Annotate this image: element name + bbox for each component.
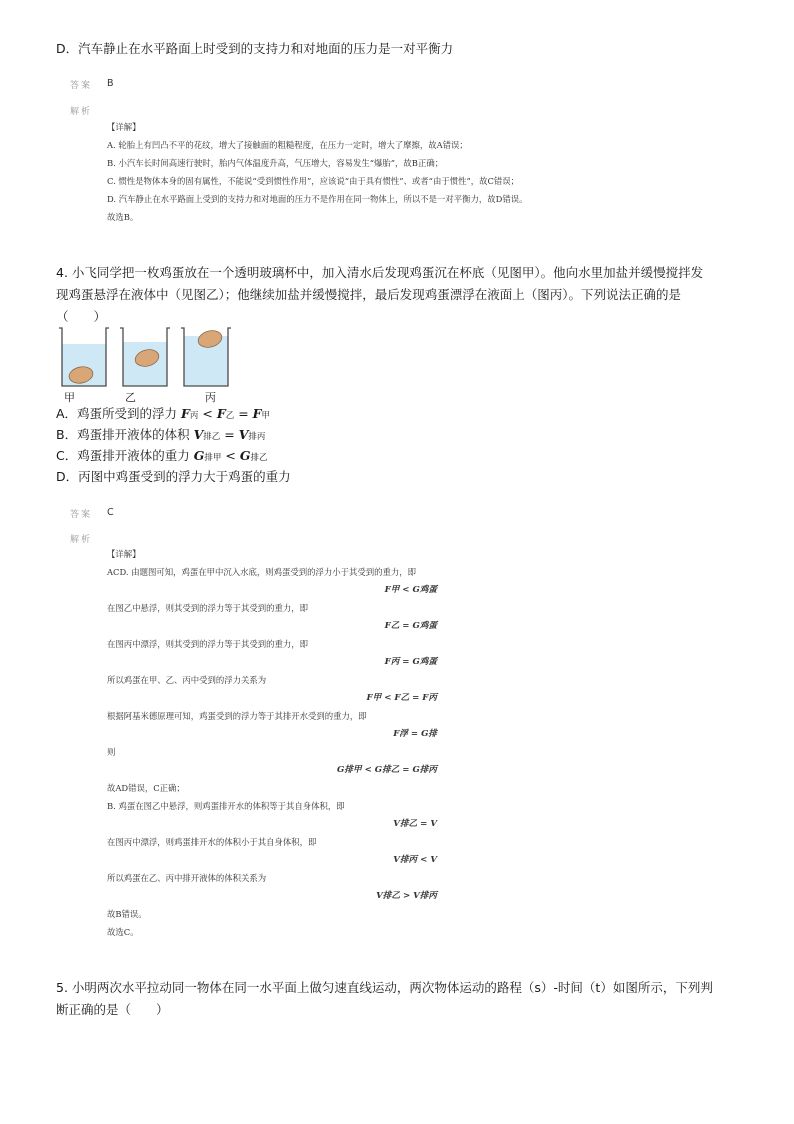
explanation-line: D. 汽车静止在水平路面上受到的支持力和对地面的压力不是作用在同一物体上，所以不是一对平衡力，故D错误。 bbox=[107, 194, 528, 204]
explanation-equation: F浮 = G排 bbox=[393, 729, 437, 739]
explanation-equation: G排甲 < G排乙 = G排丙 bbox=[337, 765, 437, 775]
explanation-line: 故选C。 bbox=[107, 927, 139, 937]
explanation-line: 所以鸡蛋在乙、丙中排开液体的体积关系为 bbox=[107, 873, 267, 883]
explanation-line: 根据阿基米德原理可知，鸡蛋受到的浮力等于其排开水受到的重力，即 bbox=[107, 711, 367, 721]
explanation-line: 在图丙中漂浮，则鸡蛋排开水的体积小于其自身体积，即 bbox=[107, 837, 317, 847]
explanation-equation: V排乙 = V bbox=[393, 819, 437, 829]
explanation-equation: F丙 = G鸡蛋 bbox=[384, 657, 437, 667]
explanation-line: 【详解】 bbox=[107, 549, 141, 559]
beaker-yi bbox=[120, 328, 170, 386]
q4-answer: C bbox=[107, 507, 114, 518]
explanation-equation: V排乙 > V排丙 bbox=[376, 891, 437, 901]
explanation-line: 【详解】 bbox=[107, 122, 141, 132]
q4-options bbox=[56, 403, 291, 487]
q3-answer: B bbox=[107, 78, 114, 89]
figure-label-bing: 丙 bbox=[205, 391, 216, 404]
explanation-line: ACD. 由题图可知，鸡蛋在甲中沉入水底，则鸡蛋受到的浮力小于其受到的重力，即 bbox=[107, 567, 416, 577]
explanation-line: 所以鸡蛋在甲、乙、丙中受到的浮力关系为 bbox=[107, 675, 267, 685]
explanation-line: 则 bbox=[107, 747, 116, 757]
q3-analysis-label: 解析 bbox=[70, 107, 93, 117]
option-a: A．鸡蛋所受到的浮力 F丙 < F乙 = F甲 bbox=[56, 406, 271, 421]
q3-explanation bbox=[107, 118, 527, 226]
q3-answer-label: 答案 bbox=[70, 81, 93, 91]
option-b: B．鸡蛋排开液体的体积 V排乙 = V排丙 bbox=[56, 427, 266, 442]
explanation-equation: F乙 = G鸡蛋 bbox=[384, 621, 437, 631]
explanation-line: 在图乙中悬浮，则其受到的浮力等于其受到的重力，即 bbox=[107, 603, 308, 613]
q4-explanation bbox=[107, 545, 437, 941]
explanation-line: 故B错误。 bbox=[107, 909, 147, 919]
beaker-bing bbox=[181, 328, 231, 386]
explanation-equation: V排丙 < V bbox=[393, 855, 437, 865]
explanation-equation: F甲 < G鸡蛋 bbox=[384, 585, 437, 595]
option-c: C．鸡蛋排开液体的重力 G排甲 < G排乙 bbox=[56, 448, 268, 463]
explanation-line: B. 鸡蛋在图乙中悬浮，则鸡蛋排开水的体积等于其自身体积，即 bbox=[107, 801, 345, 811]
figure-label-yi: 乙 bbox=[125, 391, 136, 404]
explanation-line: 故AD错误，C正确； bbox=[107, 783, 185, 793]
q4-answer-label: 答案 bbox=[70, 510, 93, 520]
explanation-equation: F甲 < F乙 = F丙 bbox=[366, 693, 437, 703]
q5-stem: 5. 小明两次水平拉动同一物体在同一水平面上做匀速直线运动，两次物体运动的路程（s）-时间（t）如图所示，下列判 断正确的是（ ） bbox=[56, 980, 713, 1017]
option-d: D．丙图中鸡蛋受到的浮力大于鸡蛋的重力 bbox=[56, 469, 291, 484]
figure-label-jia: 甲 bbox=[64, 391, 75, 404]
beaker-jia bbox=[59, 328, 109, 386]
explanation-line: A. 轮胎上有凹凸不平的花纹，增大了接触面的粗糙程度，在压力一定时，增大了摩擦，故A错误； bbox=[107, 140, 468, 150]
q4-stem: 4. 小飞同学把一枚鸡蛋放在一个透明玻璃杯中，加入清水后发现鸡蛋沉在杯底（见图甲）。他向水里加盐并缓慢搅拌发 现鸡蛋悬浮在液体中（见图乙）；他继续加盐并缓慢搅拌，最后发现鸡蛋漂浮在液面上（图丙）。下列说法正确的是 （ ） bbox=[56, 265, 704, 324]
explanation-line: 在图丙中漂浮，则其受到的浮力等于其受到的重力，即 bbox=[107, 639, 308, 649]
q4-analysis-label: 解析 bbox=[70, 535, 93, 545]
explanation-line: 故选B。 bbox=[107, 212, 139, 222]
q3-option-d: D．汽车静止在水平路面上时受到的支持力和对地面的压力是一对平衡力 bbox=[56, 41, 454, 56]
explanation-line: C. 惯性是物体本身的固有属性，不能说“受到惯性作用”，应该说“由于具有惯性”、或者“由于惯性”，故C错误； bbox=[107, 176, 520, 186]
explanation-line: B. 小汽车长时间高速行驶时，胎内气体温度升高，气压增大，容易发生“爆胎”，故B正确； bbox=[107, 158, 444, 168]
